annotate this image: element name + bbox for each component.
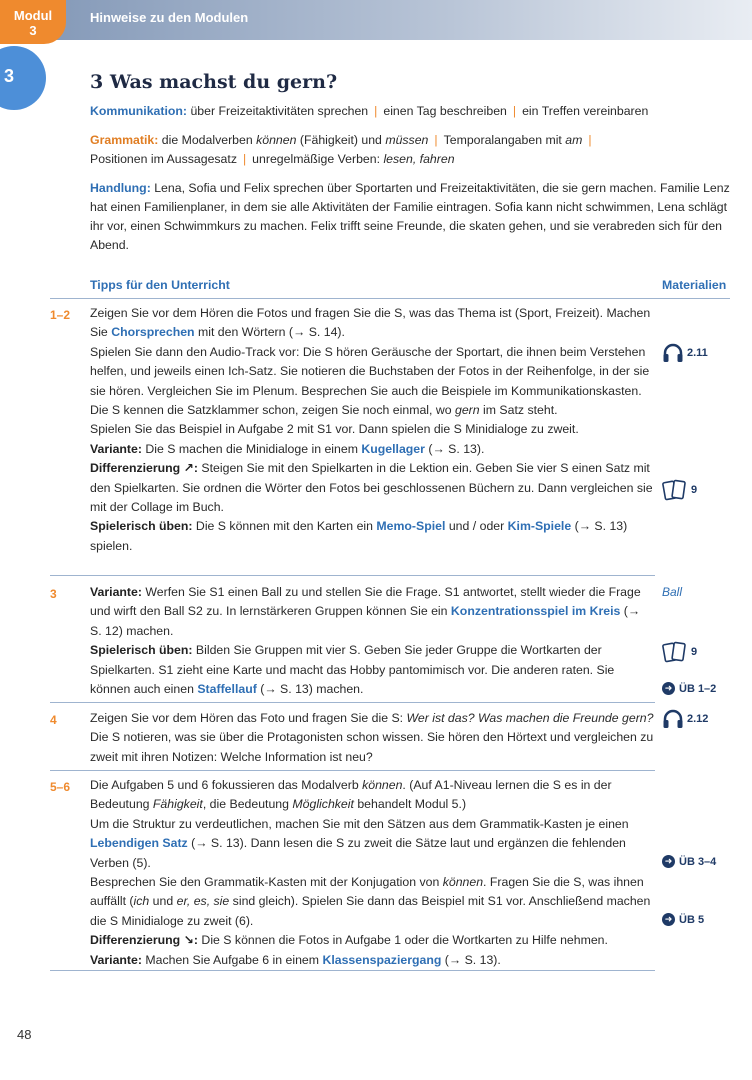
grammatik-text: Positionen im Aussagesatz — [90, 152, 237, 166]
arrow-right-icon: ➜ — [662, 855, 675, 868]
text: Werfen Sie S1 einen Ball zu und stellen Sie die Frage. S1 antwortet, stellt wieder die Frage und wirft den Ball S2 zu. In lernstärkeren Gruppen können Sie ein — [90, 585, 641, 619]
section-1-2 — [90, 304, 655, 556]
text: Machen Sie Aufgabe 6 in einem — [141, 952, 323, 967]
text: Die S notieren, was sie über die Protagonisten schon wissen. Sie hören den Hörtext und vergleichen zu zweit mit ihren Notizen: Welche Information ist neu? — [90, 730, 654, 764]
headphones-icon — [662, 709, 684, 729]
page-number: 48 — [17, 1027, 32, 1042]
workbook-ref: ÜB 1–2 — [679, 682, 717, 695]
method-link: Memo-Spiel — [376, 519, 446, 534]
text: Steigen Sie mit den Spielkarten in die Lektion ein. Geben Sie vier S einen Satz mit den Spielkarten. Sie ordnen die Wörter den Fotos bei geschlossenen Büchern zu. Dann vergleichen sie mit der Collage im Buch. — [90, 461, 653, 515]
label: Variante: — [90, 441, 142, 456]
text: Spielen Sie das Beispiel in Aufgabe 2 mit S1 vor. Dann spielen die S Minidialoge zu zweit. — [90, 422, 579, 437]
grammatik-text: am — [565, 133, 583, 147]
text: (→ S. 13) spielen. — [90, 519, 628, 553]
section-number: 1–2 — [50, 308, 71, 322]
grammatik-text: (Fähigkeit) und — [299, 133, 382, 147]
divider — [50, 575, 655, 576]
divider — [50, 970, 655, 971]
method-link: Kim-Spiele — [507, 519, 572, 534]
label: Variante: — [90, 585, 142, 599]
divider — [50, 298, 730, 299]
section-5-6 — [90, 776, 655, 970]
handlung-block — [90, 179, 730, 255]
label: Differenzierung ↘: — [90, 933, 199, 948]
material-workbook — [662, 682, 716, 695]
material-workbook — [662, 913, 704, 926]
text: , die Bedeutung — [202, 797, 293, 812]
text: Wer ist das? Was machen die Freunde gern? — [406, 711, 654, 725]
label: Spielerisch üben: — [90, 643, 193, 658]
text: Zeigen Sie vor dem Hören die Fotos und fragen Sie die S, was das Thema ist (Sport, Freizeit). Machen Sie — [90, 306, 651, 340]
method-link: Konzentrationsspiel im Kreis — [450, 604, 621, 619]
section-number: 3 — [50, 587, 57, 601]
divider — [50, 770, 655, 771]
material-ball: Ball — [662, 585, 683, 599]
method-link: Lebendigen Satz — [90, 836, 188, 851]
grammatik-text: Temporalangaben mit — [443, 133, 562, 147]
text: ich — [133, 894, 150, 909]
arrow-right-icon: ➜ — [662, 682, 675, 695]
section-number: 4 — [50, 713, 57, 727]
text: Spielen Sie dann den Audio-Track vor: Die S hören Geräusche der Sportart, die ihnen beim Verstehen helfen, und jeweils einen Ich-Satz. Sie notieren die Buchstaben der Fotos in der Reihenfolge, in der sie sie hören. Vergleichen Sie im Plenum. Besprechen Sie auch die Beispiele im Kommunikationskasten. Die S kennen die Satzklammer schon, zeigen Sie noch einmal, wo — [90, 344, 650, 418]
material-workbook — [662, 855, 716, 868]
text: können — [442, 875, 484, 890]
chapter-title: 3 Was machst du gern? — [90, 71, 338, 93]
text: behandelt Modul 5.) — [353, 797, 467, 812]
header-title: Hinweise zu den Modulen — [90, 10, 249, 25]
material-cards — [662, 640, 697, 664]
grammatik-text: können — [256, 133, 297, 147]
label: Spielerisch üben: — [90, 519, 193, 534]
text: . Fragen Sie die S, was ihnen auffällt ( — [90, 875, 644, 909]
modul-number: 3 — [29, 23, 37, 38]
material-cards — [662, 478, 697, 502]
text: Bilden Sie Gruppen mit vier S. Geben Sie jeder Gruppe die Wortkarten der Spielkarten. S1 zieht eine Karte und macht das Hobby pantomimisch vor. Die anderen raten. Sie können auch einen — [90, 643, 615, 697]
cards-icon — [662, 640, 688, 664]
kommunikation-item: über Freizeitaktivitäten sprechen — [190, 104, 369, 118]
method-link: Staffellauf — [197, 682, 257, 697]
kommunikation-line: Kommunikation: über Freizeitaktivitäten sprechen | einen Tag beschreiben | ein Treffen vereinbaren — [90, 104, 649, 118]
grammatik-text: unregelmäßige Verben: — [252, 152, 381, 166]
audio-track: 2.12 — [687, 713, 709, 725]
text: (→ S. 12) machen. — [90, 604, 641, 638]
workbook-ref: ÜB 3–4 — [679, 855, 717, 868]
text: (→ S. 13). — [441, 952, 501, 967]
card-number: 9 — [691, 484, 698, 496]
section-4 — [90, 709, 655, 767]
text: im Satz steht. — [479, 403, 558, 418]
text: sind gleich). Spielen Sie dann das Beispiel mit S1 vor. Anschließend machen die S Minidialoge zu zweit (6). — [90, 894, 651, 928]
text: Die S können die Fotos in Aufgabe 1 oder die Wortkarten zu Hilfe nehmen. — [198, 933, 608, 948]
text: (→ S. 13) machen. — [256, 682, 364, 697]
handlung-text: Lena, Sofia und Felix sprechen über Sportarten und Freizeitaktivitäten, die sie gern machen. Familie Lenz hat einen Familienplaner, in dem sie alle Aktivitäten der Familie eintragen. Sofia kann nicht schwimmen, Lena schlägt ihr vor, einen Schwimmkurs zu machen. Felix trifft seine Freunde, die skaten gehen, und sie verabreden sich für den Abend. — [90, 181, 730, 252]
text: Möglichkeit — [292, 797, 354, 812]
material-audio — [662, 343, 708, 363]
text: (→ S. 13). Dann lesen die S zu zweit die Sätze laut und ergänzen die fehlenden Verben (5). — [90, 836, 626, 870]
grammatik-text: lesen, fahren — [383, 152, 455, 166]
material-audio — [662, 709, 708, 729]
modul-tab — [0, 0, 66, 44]
kommunikation-item: einen Tag beschreiben — [383, 104, 507, 118]
column-header-materialien: Materialien — [662, 278, 727, 292]
text: Die S können mit den Karten ein — [192, 519, 377, 534]
kommunikation-item: ein Treffen vereinbaren — [522, 104, 649, 118]
method-link: Chorsprechen — [111, 325, 195, 340]
chapter-badge — [0, 46, 46, 110]
text: Die S machen die Minidialoge in einem — [141, 441, 362, 456]
audio-track: 2.11 — [687, 347, 708, 359]
section-3 — [90, 583, 655, 699]
header-bar — [0, 0, 752, 40]
column-header-tipps: Tipps für den Unterricht — [90, 278, 230, 292]
text: Um die Struktur zu verdeutlichen, machen Sie mit den Sätzen aus dem Grammatik-Kasten je einen — [90, 816, 629, 831]
text: Fähigkeit — [152, 797, 203, 812]
grammatik-text: müssen — [385, 133, 429, 147]
chapter-badge-number: 3 — [4, 66, 15, 86]
cards-icon — [662, 478, 688, 502]
kommunikation-label: Kommunikation: — [90, 104, 188, 118]
grammatik-label: Grammatik: — [90, 133, 159, 147]
text: mit den Wörtern (→ S. 14). — [194, 325, 345, 340]
section-number: 5–6 — [50, 780, 71, 794]
headphones-icon — [662, 343, 684, 363]
text: Besprechen Sie den Grammatik-Kasten mit der Konjugation von — [90, 875, 443, 890]
text: (→ S. 13). — [424, 441, 485, 456]
text: Zeigen Sie vor dem Hören das Foto und fragen Sie die S: — [90, 711, 407, 725]
label: Variante: — [90, 952, 142, 967]
text: . (Auf A1-Niveau lernen die S es in der Bedeutung — [90, 778, 612, 812]
arrow-right-icon: ➜ — [662, 913, 675, 926]
workbook-ref: ÜB 5 — [679, 913, 705, 926]
grammatik-block: Grammatik: die Modalverben können (Fähigkeit) und müssen | Temporalangaben mit am | Positionen im Aussagesatz | unregelmäßige Verben: lesen, fahren — [90, 133, 592, 166]
text: Die Aufgaben 5 und 6 fokussieren das Modalverb — [90, 778, 363, 792]
grammatik-text: die Modalverben — [161, 133, 253, 147]
handlung-label: Handlung: — [90, 181, 151, 195]
modul-label: Modul — [13, 8, 53, 23]
text: können — [362, 778, 403, 792]
card-number: 9 — [691, 646, 698, 658]
text: er, es, sie — [176, 894, 230, 909]
method-link: Klassenspaziergang — [322, 952, 442, 967]
text: gern — [455, 403, 480, 418]
method-link: Kugellager — [361, 441, 425, 456]
label: Differenzierung ↗: — [90, 461, 199, 476]
text: und / oder — [445, 519, 508, 534]
divider — [50, 702, 655, 703]
text: und — [149, 894, 177, 909]
